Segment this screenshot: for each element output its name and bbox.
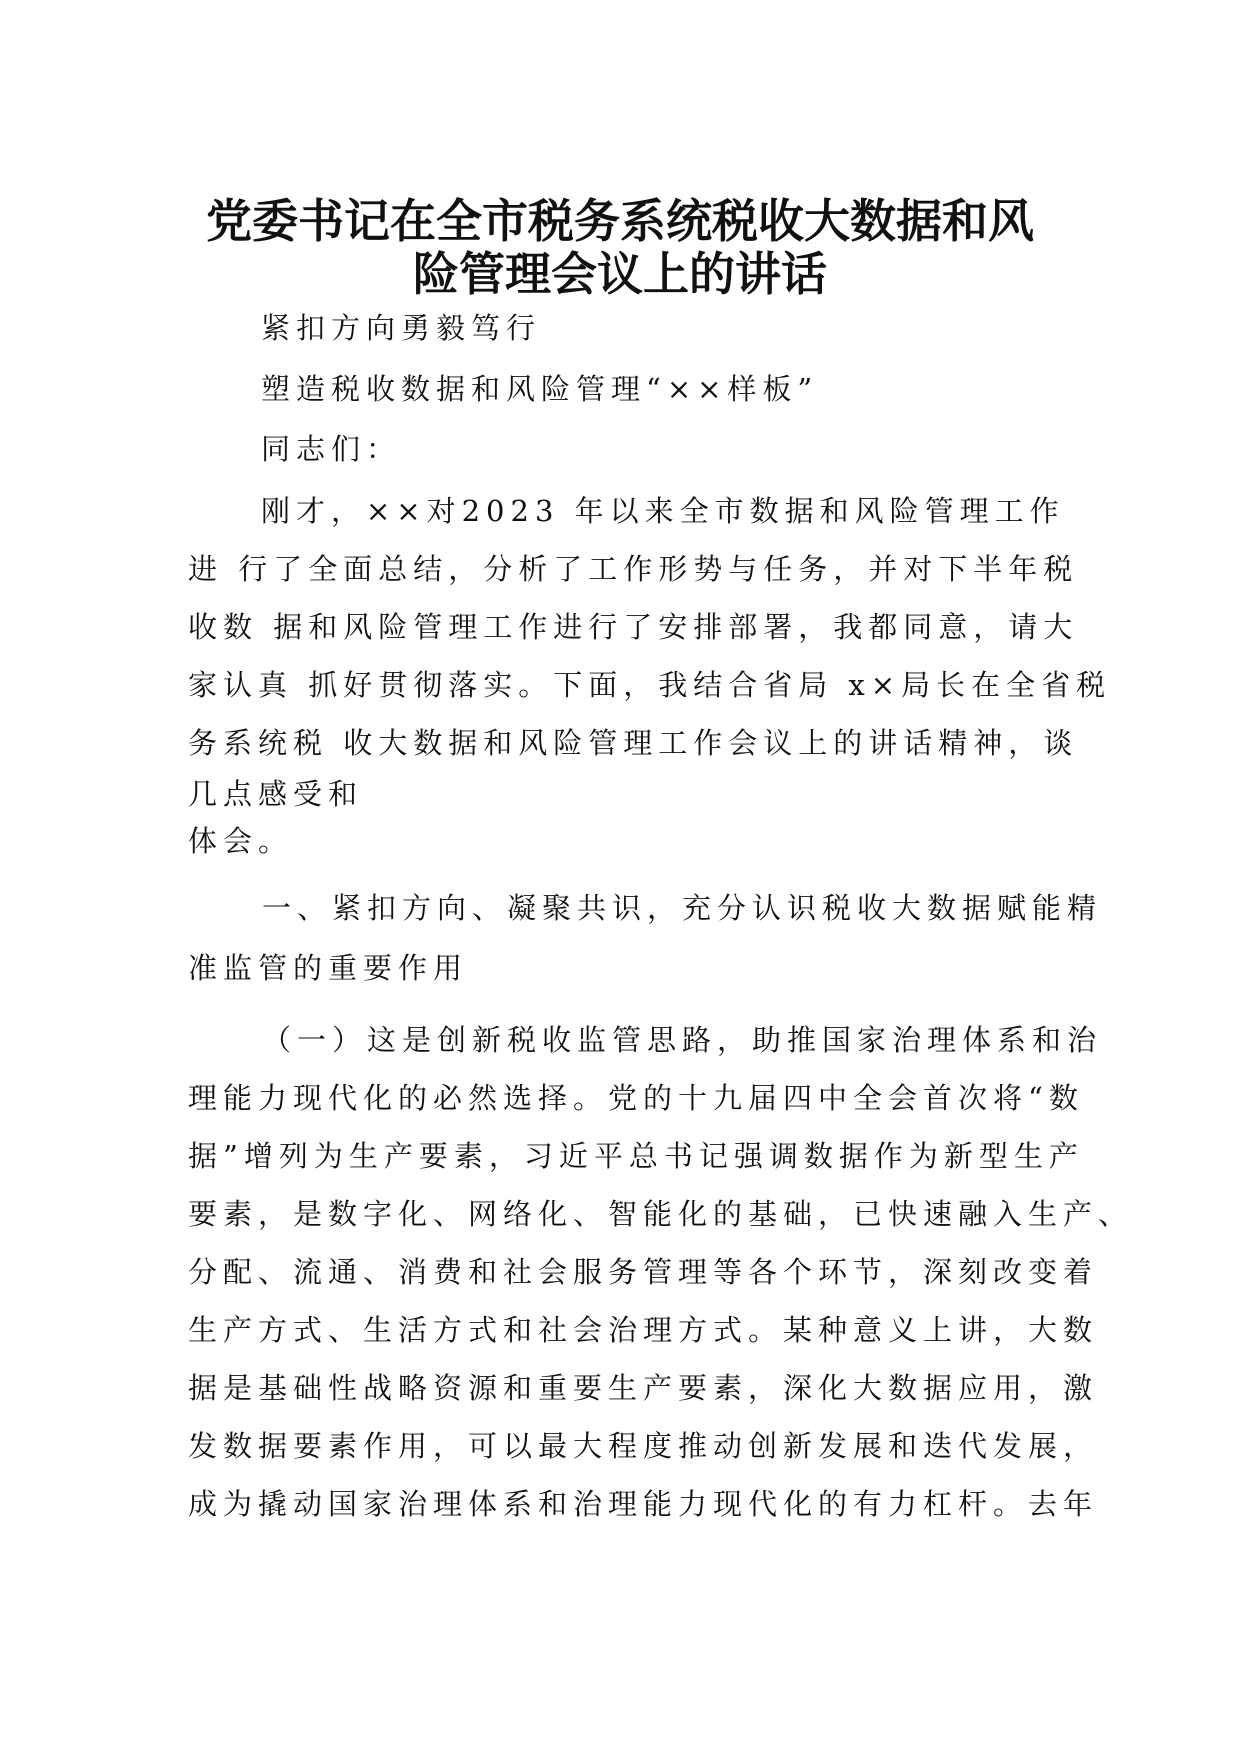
section-1-heading-line-2: 准监管的重要作用 bbox=[188, 951, 469, 985]
document-title-line-2: 险管理会议上的讲话 bbox=[413, 247, 827, 301]
section-1-body-line-1: （一）这是创新税收监管思路，助推国家治理体系和治 bbox=[262, 1023, 1103, 1057]
intro-line-2: 进 行了全面总结，分析了工作形势与任务，并对下半年税 bbox=[188, 552, 1079, 586]
section-1-body-line-9: 成为撬动国家治理体系和治理能力现代化的有力杠杆。去年 bbox=[188, 1487, 1099, 1521]
section-1-heading-line-1: 一、紧扣方向、凝聚共识，充分认识税收大数据赋能精 bbox=[262, 891, 1103, 925]
section-1-body-line-3: 据”增列为生产要素，习近平总书记强调数据作为新型生产 bbox=[188, 1139, 1084, 1173]
intro-line-3: 收数 据和风险管理工作进行了安排部署，我都同意，请大 bbox=[188, 610, 1079, 644]
intro-line-4: 家认真 抓好贯彻落实。下面，我结合省局 x×局长在全省税 bbox=[188, 668, 1112, 702]
section-1-body-line-2: 理能力现代化的必然选择。党的十九届四中全会首次将“数 bbox=[188, 1081, 1084, 1115]
intro-line-1: 刚才，××对2023 年以来全市数据和风险管理工作 bbox=[261, 494, 1065, 528]
intro-line-5: 务系统税 收大数据和风险管理工作会议上的讲话精神，谈 bbox=[188, 726, 1079, 760]
section-1-body-line-6: 生产方式、生活方式和社会治理方式。某种意义上讲，大数 bbox=[188, 1313, 1099, 1347]
intro-line-7: 体会。 bbox=[188, 824, 294, 858]
section-1-body-line-7: 据是基础性战略资源和重要生产要素，深化大数据应用，激 bbox=[188, 1371, 1099, 1405]
section-1-body-line-4: 要素，是数字化、网络化、智能化的基础，已快速融入生产、 bbox=[188, 1197, 1134, 1231]
document-title-line-1: 党委书记在全市税务系统税收大数据和风 bbox=[206, 194, 1034, 248]
section-1-body-line-8: 发数据要素作用，可以最大程度推动创新发展和迭代发展， bbox=[188, 1429, 1099, 1463]
salutation: 同志们： bbox=[261, 432, 402, 466]
subtitle-line-2: 塑造税收数据和风险管理“××样板” bbox=[261, 372, 819, 406]
intro-line-6: 几点感受和 bbox=[188, 777, 364, 811]
subtitle-line-1: 紧扣方向勇毅笃行 bbox=[261, 311, 542, 345]
section-1-body-line-5: 分配、流通、消费和社会服务管理等各个环节，深刻改变着 bbox=[188, 1255, 1099, 1289]
